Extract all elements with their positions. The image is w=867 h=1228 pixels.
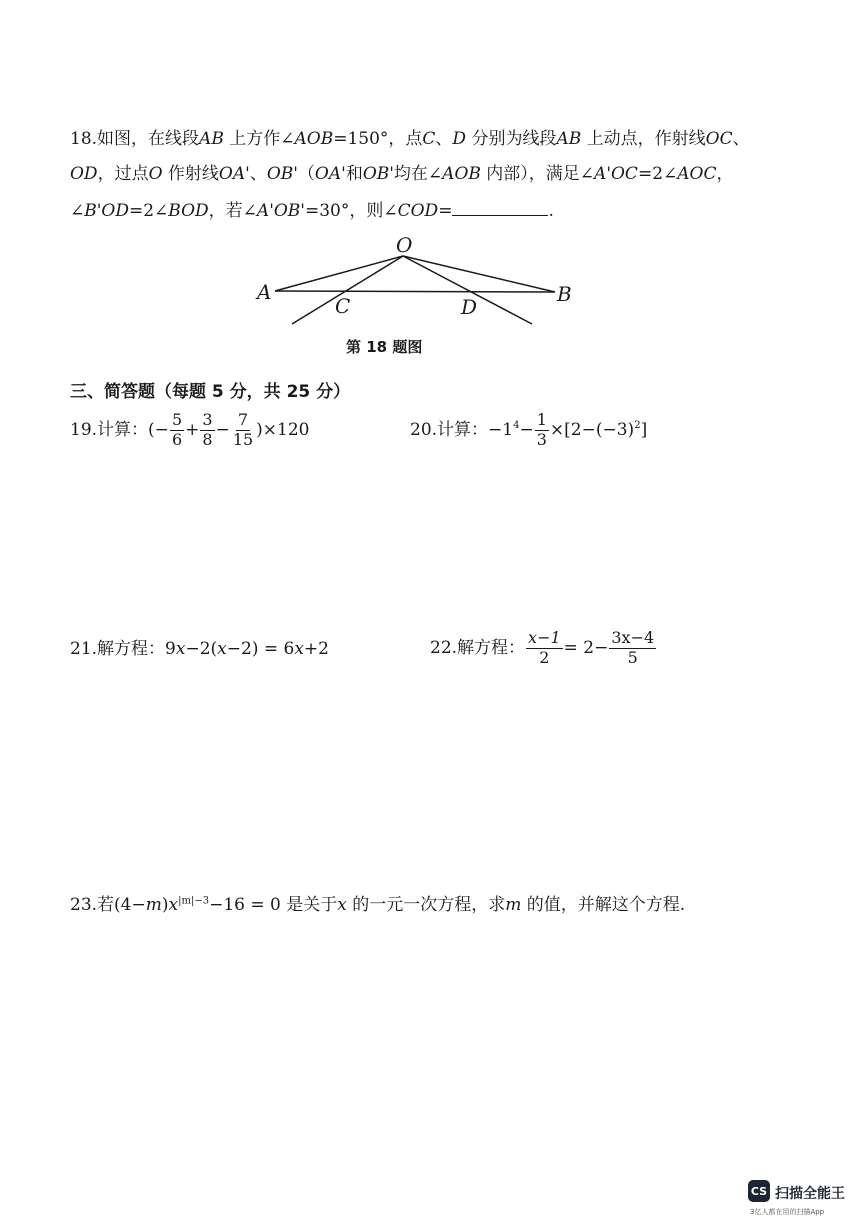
q19: 19.计算：(− $\frac{5}{6}$ + $\frac{3}{8}$ − $\frac{7}{15}$ )×120 <box>70 410 310 449</box>
ray-ob <box>403 256 555 292</box>
fraction: $\frac{3x-4}{5}$ <box>611 628 655 667</box>
fraction: $\frac{1}{3}$ <box>536 410 547 449</box>
cs-logo-icon: CS <box>748 1180 770 1202</box>
fraction: $\frac{3}{8}$ <box>202 410 213 449</box>
ray-oa <box>275 256 403 291</box>
q20: 20.计算：$-1^4-$ $\frac{1}{3}$ $\times[2-(-3)^2]$ <box>410 410 648 449</box>
answer-blank <box>452 201 548 216</box>
point-label-b: B <box>557 282 572 306</box>
q18-line1: 18.如图，在线段AB 上方作∠AOB=150°，点C、D 分别为线段AB 上动点，作射线OC、 <box>70 129 750 149</box>
q18-figure <box>0 230 867 350</box>
point-label-d: D <box>461 295 478 319</box>
fraction: $\frac{5}{6}$ <box>171 410 183 449</box>
q22: 22.解方程： $\frac{x-1}{2}$ = 2− $\frac{3x-4}{5}$ <box>430 628 655 667</box>
q23: 23.若$(4-m)x^{|m|-3}-16 = 0$ 是关于x 的一元一次方程，求m 的值，并解这个方程. <box>70 895 686 915</box>
segment-ab <box>275 291 555 292</box>
q18-line3: ∠B'OD=2∠BOD，若∠A'OB'=30°，则∠COD= . <box>70 201 554 221</box>
section-title: 三、简答题（每题 5 分，共 25 分） <box>70 382 351 402</box>
fraction: $\frac{x-1}{2}$ <box>528 628 561 667</box>
figure-caption: 第 18 题图 <box>346 338 423 356</box>
scanner-app-name: 扫描全能王 <box>775 1186 845 1202</box>
q21: 21.解方程：9x−2(x−2) = 6x+2 <box>70 639 329 659</box>
fraction: $\frac{7}{15}$ <box>232 410 254 449</box>
scanner-app-slogan: 3亿人都在用的扫描App <box>750 1208 825 1216</box>
q18-line2: OD，过点O 作射线OA'、OB'（OA'和OB'均在∠AOB 内部），满足∠A'OC=2∠AOC， <box>70 164 734 184</box>
point-label-c: C <box>335 294 351 318</box>
point-label-a: A <box>257 280 272 304</box>
point-label-o: O <box>396 233 413 257</box>
scanner-watermark <box>748 1180 860 1224</box>
